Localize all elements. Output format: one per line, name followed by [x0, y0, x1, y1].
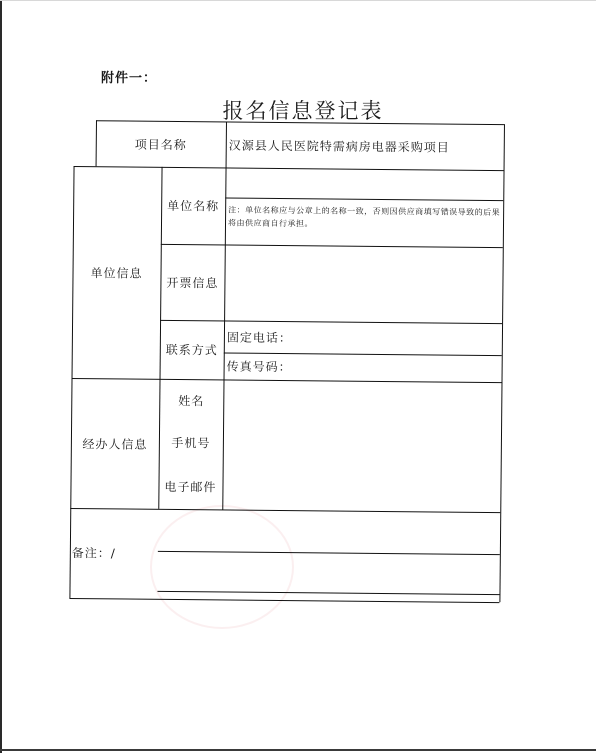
project-name-label: 项目名称 [134, 137, 187, 152]
table-border-bottom [69, 598, 499, 603]
landline-field[interactable]: 固定电话： [226, 329, 293, 345]
unit-name-field[interactable] [225, 167, 503, 200]
fax-field[interactable]: 传真号码： [226, 359, 292, 375]
handler-name-field[interactable] [223, 379, 501, 424]
attachment-label: 附件一： [101, 71, 158, 86]
invoice-info-field[interactable] [224, 244, 503, 323]
handler-email-label: 电子邮件 [164, 479, 217, 494]
unit-name-label: 单位名称 [167, 198, 220, 214]
registration-form-table [67, 120, 504, 614]
handler-email-field[interactable] [222, 463, 500, 512]
remarks-label: 备注：/ [71, 546, 116, 561]
handler-mobile-field[interactable] [223, 421, 501, 466]
handler-info-label: 经办人信息 [82, 436, 148, 452]
invoice-info-label: 开票信息 [166, 275, 219, 290]
contact-label: 联系方式 [165, 342, 218, 358]
unit-name-note: 注：单位名称应与公章上的名称一致，否则因供应商填写错误导致的后果将由供应商自行承担。 [227, 205, 501, 229]
handler-name-label: 姓名 [178, 393, 205, 408]
handler-mobile-label: 手机号 [171, 435, 211, 450]
project-name-value[interactable]: 汉源县人民医院特需病房电器采购项目 [228, 138, 450, 155]
row-sep-mobile [157, 591, 499, 595]
scan-edge-bottom [0, 749, 596, 751]
scan-edge-top [0, 0, 596, 1]
page-title: 报名信息登记表 [222, 99, 384, 123]
unit-info-label: 单位信息 [90, 265, 143, 281]
